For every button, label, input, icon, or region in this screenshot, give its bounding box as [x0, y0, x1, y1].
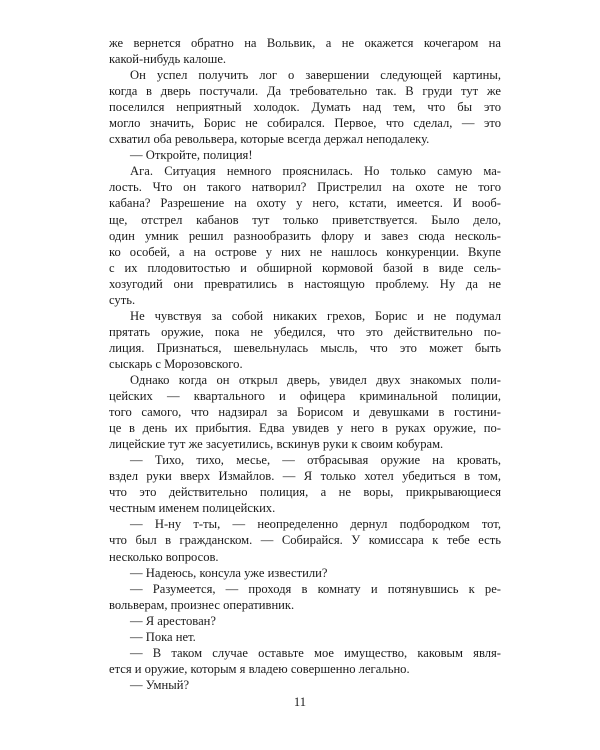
text-line: вздел руки вверх Измайлов. — Я только хотел убедиться в том,	[109, 469, 501, 484]
text-line: один умник решил разнообразить флору и завез сюда несколь-	[109, 228, 501, 243]
text-line: ется и оружие, которым я владею совершенно легально.	[109, 661, 410, 676]
text-line: сыскарь с Морозовского.	[109, 356, 243, 371]
text-line: несколько вопросов.	[109, 549, 219, 564]
text-line: прятать оружие, пока не убедился, что это действительно по-	[109, 324, 501, 339]
text-line: какой-нибудь калоше.	[109, 52, 227, 67]
text-line: кабана? Разрешение на охоту у него, кстати, имеется. И вооб-	[109, 196, 501, 211]
text-line: лость. Что он такого натворил? Пристрелил на охоте не того	[109, 180, 501, 195]
text-line: же вернется обратно на Вольвик, а не окажется кочегаром на	[109, 36, 501, 50]
text-line: ще, отстрел кабанов тут только приветствуется. Было дело,	[109, 212, 501, 227]
text-line: поселился неприятный холодок. Думать над тем, что бы это	[109, 100, 501, 115]
text-line: лицейские тут же засуетились, вскинув руки к своим кобурам.	[109, 437, 444, 452]
text-line: того самого, что надзирал за Борисом и девушками в гостини-	[109, 405, 501, 420]
text-line: — Надеюсь, консула уже известили?	[130, 565, 328, 580]
text-line: Он успел получить лог о завершении следующей картины,	[130, 68, 501, 83]
text-line: Однако когда он открыл дверь, увидел двух знакомых поли-	[130, 372, 501, 387]
page-number: 11	[293, 695, 307, 709]
text-line: вольверам, произнес оперативник.	[109, 597, 295, 612]
text-line: — Н-ну т-ты, — неопределенно дернул подбородком тот,	[130, 517, 501, 532]
text-line: что был в гражданском. — Собирайся. У комиссара к тебе есть	[109, 533, 501, 548]
text-line: — Разумеется, — проходя в комнату и потянувшись к ре-	[130, 581, 501, 596]
text-line: — Я арестован?	[130, 613, 217, 628]
text-line: суть.	[109, 292, 136, 307]
text-line: хозугодий они превратились в настоящую проблему. Ну да не	[109, 276, 501, 291]
text-line: — Тихо, тихо, месье, — отбрасывая оружие на кровать,	[130, 453, 501, 468]
text-line: схватил оба револьвера, которые всегда держал неподалеку.	[109, 132, 430, 147]
page-body	[109, 35, 501, 693]
text-line: честным именем полицейских.	[109, 501, 276, 516]
text-line: ко особей, а на острове у них не нашлось конкуренции. Вкупе	[109, 244, 501, 259]
text-line: лиция. Признаться, шевельнулась мысль, что это может быть	[109, 340, 501, 355]
text-line: — Умный?	[130, 677, 190, 692]
text-line: Не чувствуя за собой никаких грехов, Борис и не подумал	[130, 308, 501, 323]
text-line: могло значить, Борис не собирался. Первое, что сделал, — это	[109, 116, 501, 131]
text-line: когда в дверь постучали. Да требовательно так. В груди тут же	[109, 84, 501, 99]
text-line: что это действительно полиция, а не воры, прикрывающиеся	[109, 485, 501, 500]
text-line: Ага. Ситуация немного прояснилась. Но только самую ма-	[130, 164, 501, 179]
text-line: це в день их прибытия. Едва увидев у него в руках оружие, по-	[109, 421, 501, 436]
text-line: — В таком случае оставьте мое имущество, каковым явля-	[130, 645, 501, 660]
text-line: с их плодовитостью и обширной кормовой базой в виде сель-	[109, 260, 501, 275]
text-line: — Пока нет.	[130, 629, 196, 644]
text-line: цейских — квартального и офицера криминальной полиции,	[109, 389, 501, 404]
text-line: — Откройте, полиция!	[130, 148, 253, 163]
